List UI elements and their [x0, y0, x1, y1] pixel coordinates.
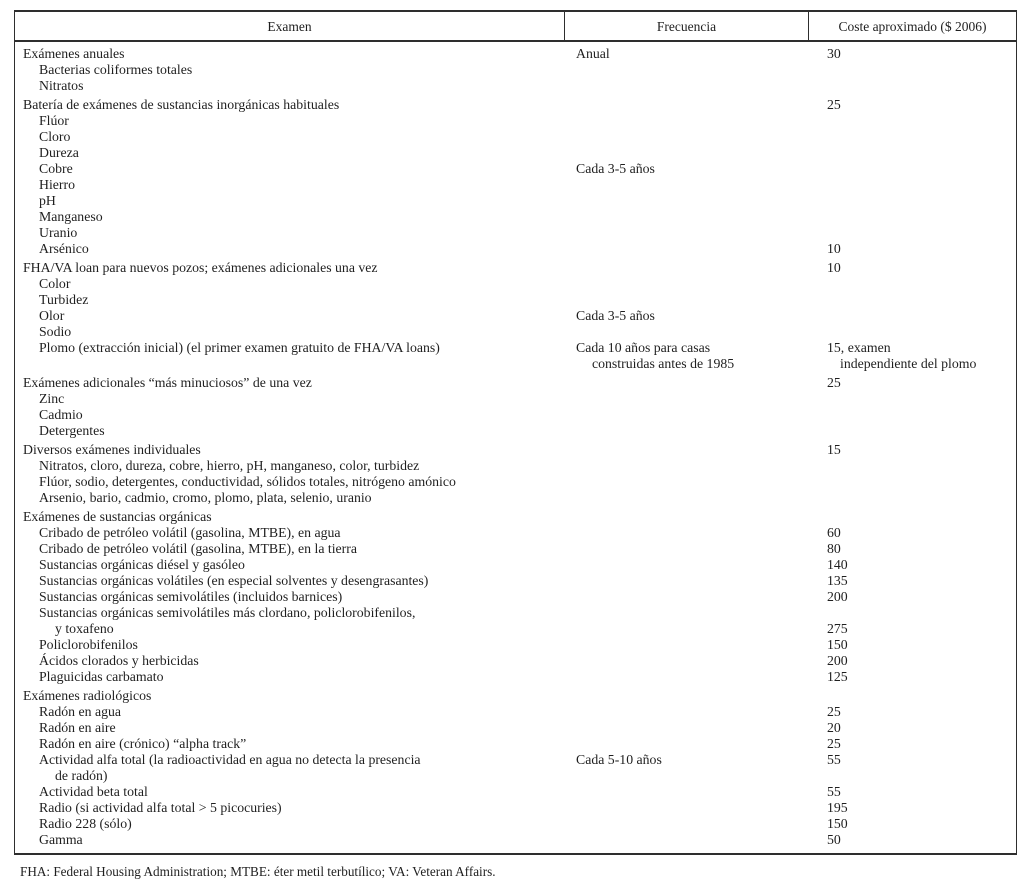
frecuencia-cell — [564, 669, 808, 685]
coste-cell: 150 — [827, 637, 848, 652]
examen-cell: Sodio — [39, 324, 72, 339]
frecuencia-cell — [564, 509, 808, 525]
examen-cell: Nitratos, cloro, dureza, cobre, hierro, pH, manganeso, color, turbidez — [39, 458, 420, 473]
table-row — [15, 605, 1016, 621]
table-row — [15, 375, 1016, 391]
coste-cell — [808, 308, 1016, 324]
coste-cell — [808, 688, 1016, 704]
frecuencia-cell: Cada 5-10 años — [576, 752, 662, 767]
frecuencia-cell — [564, 784, 808, 800]
coste-cell: 55 — [827, 752, 841, 767]
frecuencia-cell — [564, 145, 808, 161]
frecuencia-cell — [564, 442, 808, 458]
examen-cell: de radón) — [55, 768, 108, 783]
frecuencia-cell — [564, 720, 808, 736]
table-row — [15, 669, 1016, 685]
table-row — [15, 78, 1016, 94]
table-row — [15, 113, 1016, 129]
coste-cell — [808, 193, 1016, 209]
examen-cell: Sustancias orgánicas semivolátiles (incluidos barnices) — [39, 589, 343, 604]
frecuencia-cell: construidas antes de 1985 — [592, 356, 735, 371]
table-row — [15, 589, 1016, 605]
table-row — [15, 292, 1016, 308]
table-row — [15, 525, 1016, 541]
frecuencia-cell — [564, 78, 808, 94]
table-row — [15, 177, 1016, 193]
coste-cell — [808, 391, 1016, 407]
frecuencia-cell — [564, 688, 808, 704]
examen-cell: Manganeso — [39, 209, 103, 224]
examen-cell: Turbidez — [39, 292, 89, 307]
examen-cell: Batería de exámenes de sustancias inorgánicas habituales — [23, 97, 340, 112]
frecuencia-cell — [564, 736, 808, 752]
frecuencia-cell — [564, 62, 808, 78]
table-row — [15, 800, 1016, 816]
frecuencia-cell — [564, 177, 808, 193]
table-row — [15, 637, 1016, 653]
coste-cell — [808, 605, 1016, 621]
table-row — [15, 46, 1016, 62]
table-row — [15, 193, 1016, 209]
coste-cell: 10 — [827, 260, 841, 275]
frecuencia-cell — [564, 589, 808, 605]
examen-cell: FHA/VA loan para nuevos pozos; exámenes adicionales una vez — [23, 260, 378, 275]
frecuencia-cell — [564, 324, 808, 340]
coste-cell — [808, 292, 1016, 308]
table-row — [15, 752, 1016, 768]
column-header-frecuencia: Frecuencia — [564, 12, 808, 40]
examen-cell: Color — [39, 276, 71, 291]
coste-cell — [808, 78, 1016, 94]
examen-cell: Zinc — [39, 391, 65, 406]
coste-cell: 25 — [827, 736, 841, 751]
coste-cell — [808, 474, 1016, 490]
frecuencia-cell: Cada 10 años para casas — [576, 340, 711, 355]
table-row — [15, 129, 1016, 145]
table-row — [15, 704, 1016, 720]
frecuencia-cell — [564, 653, 808, 669]
table-row — [15, 308, 1016, 324]
examen-cell: Sustancias orgánicas volátiles (en especial solventes y desengrasantes) — [39, 573, 429, 588]
table-row — [15, 832, 1016, 848]
table-row — [15, 241, 1016, 257]
examen-cell: Plomo (extracción inicial) (el primer examen gratuito de FHA/VA loans) — [39, 340, 440, 355]
table-row — [15, 816, 1016, 832]
examen-cell: Radón en agua — [39, 704, 121, 719]
examen-cell: Sustancias orgánicas semivolátiles más clordano, policlorobifenilos, — [39, 605, 416, 620]
examen-cell: Dureza — [39, 145, 79, 160]
coste-cell — [808, 225, 1016, 241]
table-footnote: FHA: Federal Housing Administration; MTBE: éter metil terbutílico; VA: Veteran Affairs. — [20, 864, 496, 879]
coste-cell — [808, 423, 1016, 439]
table-body — [15, 42, 1016, 853]
examen-cell: Radio 228 (sólo) — [39, 816, 132, 831]
table-row — [15, 356, 1016, 372]
coste-cell — [808, 62, 1016, 78]
table-row — [15, 340, 1016, 356]
frecuencia-cell — [564, 541, 808, 557]
examen-cell: Flúor, sodio, detergentes, conductividad, sólidos totales, nitrógeno amónico — [39, 474, 456, 489]
table-row — [15, 768, 1016, 784]
examen-cell: Cribado de petróleo volátil (gasolina, MTBE), en agua — [39, 525, 341, 540]
coste-cell — [808, 407, 1016, 423]
coste-cell: 15 — [827, 442, 841, 457]
table-row — [15, 161, 1016, 177]
table-row — [15, 541, 1016, 557]
examen-cell: Exámenes anuales — [23, 46, 125, 61]
coste-cell — [808, 324, 1016, 340]
frecuencia-cell — [564, 391, 808, 407]
examen-cell: Diversos exámenes individuales — [23, 442, 201, 457]
frecuencia-cell — [564, 704, 808, 720]
frecuencia-cell — [564, 276, 808, 292]
frecuencia-cell — [564, 474, 808, 490]
coste-cell — [808, 145, 1016, 161]
table-row — [15, 407, 1016, 423]
examen-cell: Plaguicidas carbamato — [39, 669, 164, 684]
frecuencia-cell — [564, 573, 808, 589]
frecuencia-cell — [564, 800, 808, 816]
examen-cell: Sustancias orgánicas diésel y gasóleo — [39, 557, 245, 572]
examen-cell: Cadmio — [39, 407, 83, 422]
coste-cell — [808, 490, 1016, 506]
examen-cell: y toxafeno — [55, 621, 114, 636]
frecuencia-cell — [564, 621, 808, 637]
frecuencia-cell — [564, 225, 808, 241]
table-row — [15, 97, 1016, 113]
coste-cell — [808, 209, 1016, 225]
table-row — [15, 260, 1016, 276]
examen-cell: Detergentes — [39, 423, 105, 438]
table-row — [15, 653, 1016, 669]
frecuencia-cell — [564, 637, 808, 653]
frecuencia-cell — [564, 490, 808, 506]
coste-cell: 200 — [827, 589, 848, 604]
examen-cell — [15, 356, 564, 372]
frecuencia-cell: Cada 3-5 años — [576, 308, 655, 323]
coste-cell: 275 — [827, 621, 848, 636]
coste-cell — [808, 177, 1016, 193]
coste-cell: 25 — [827, 97, 841, 112]
coste-cell: 150 — [827, 816, 848, 831]
column-header-coste: Coste aproximado ($ 2006) — [808, 12, 1016, 40]
table-row — [15, 557, 1016, 573]
frecuencia-cell — [564, 423, 808, 439]
coste-cell: 200 — [827, 653, 848, 668]
frecuencia-cell — [564, 113, 808, 129]
frecuencia-cell — [564, 260, 808, 276]
coste-cell: 30 — [827, 46, 841, 61]
coste-cell — [808, 458, 1016, 474]
coste-cell: 125 — [827, 669, 848, 684]
frecuencia-cell — [564, 525, 808, 541]
coste-cell: 15, examen — [827, 340, 891, 355]
examen-cell: Uranio — [39, 225, 78, 240]
examen-cell: Olor — [39, 308, 65, 323]
table-row — [15, 490, 1016, 506]
examen-cell: Exámenes de sustancias orgánicas — [23, 509, 212, 524]
table-row — [15, 736, 1016, 752]
column-header-examen: Examen — [267, 19, 312, 34]
examen-cell: Ácidos clorados y herbicidas — [39, 653, 199, 668]
coste-cell: 25 — [827, 704, 841, 719]
table-row — [15, 423, 1016, 439]
coste-cell: 20 — [827, 720, 841, 735]
coste-cell — [808, 161, 1016, 177]
table-row — [15, 720, 1016, 736]
frecuencia-cell — [564, 375, 808, 391]
examen-cell: Cloro — [39, 129, 71, 144]
examen-cell: Flúor — [39, 113, 69, 128]
table-row — [15, 62, 1016, 78]
examen-cell: Radón en aire (crónico) “alpha track” — [39, 736, 247, 751]
coste-cell — [808, 509, 1016, 525]
coste-cell — [808, 276, 1016, 292]
coste-cell — [808, 768, 1016, 784]
frecuencia-cell — [564, 193, 808, 209]
examen-cell: Radón en aire — [39, 720, 116, 735]
frecuencia-cell: Cada 3-5 años — [576, 161, 655, 176]
examen-cell: Hierro — [39, 177, 76, 192]
table-row — [15, 784, 1016, 800]
examen-cell: Radio (si actividad alfa total > 5 picocuries) — [39, 800, 282, 815]
frecuencia-cell — [564, 97, 808, 113]
examen-cell: Cribado de petróleo volátil (gasolina, MTBE), en la tierra — [39, 541, 357, 556]
frecuencia-cell — [564, 768, 808, 784]
coste-cell — [808, 129, 1016, 145]
examen-cell: Actividad alfa total (la radioactividad en agua no detecta la presencia — [39, 752, 421, 767]
examen-cell: Nitratos — [39, 78, 84, 93]
examen-cell: Exámenes adicionales “más minuciosos” de una vez — [23, 375, 312, 390]
examen-cell: pH — [39, 193, 56, 208]
table-header-row — [15, 12, 1016, 42]
frecuencia-cell — [564, 129, 808, 145]
examen-cell: Exámenes radiológicos — [23, 688, 152, 703]
examen-cell: Arsénico — [39, 241, 89, 256]
table-row — [15, 474, 1016, 490]
examen-cell: Cobre — [39, 161, 73, 176]
coste-cell: 10 — [827, 241, 841, 256]
coste-cell: 135 — [827, 573, 848, 588]
table-row — [15, 621, 1016, 637]
frecuencia-cell — [564, 292, 808, 308]
examen-cell: Bacterias coliformes totales — [39, 62, 193, 77]
coste-cell: 60 — [827, 525, 841, 540]
table-row — [15, 391, 1016, 407]
table-row — [15, 458, 1016, 474]
coste-cell: 140 — [827, 557, 848, 572]
coste-cell: independiente del plomo — [840, 356, 977, 371]
coste-cell: 55 — [827, 784, 841, 799]
table-row — [15, 688, 1016, 704]
table-row — [15, 442, 1016, 458]
examen-cell: Gamma — [39, 832, 83, 847]
frecuencia-cell — [564, 816, 808, 832]
examen-cell: Policlorobifenilos — [39, 637, 138, 652]
table-row — [15, 573, 1016, 589]
examen-cell: Actividad beta total — [39, 784, 148, 799]
coste-cell: 195 — [827, 800, 848, 815]
table-row — [15, 225, 1016, 241]
frecuencia-cell — [564, 407, 808, 423]
table-row — [15, 145, 1016, 161]
frecuencia-cell — [564, 557, 808, 573]
coste-cell: 25 — [827, 375, 841, 390]
frecuencia-cell — [564, 605, 808, 621]
frecuencia-cell — [564, 832, 808, 848]
table-row — [15, 209, 1016, 225]
frecuencia-cell — [564, 209, 808, 225]
table-row — [15, 276, 1016, 292]
frecuencia-cell — [564, 241, 808, 257]
frecuencia-cell: Anual — [576, 46, 610, 61]
coste-cell: 80 — [827, 541, 841, 556]
examen-cell: Arsenio, bario, cadmio, cromo, plomo, plata, selenio, uranio — [39, 490, 372, 505]
table-row — [15, 509, 1016, 525]
coste-cell: 50 — [827, 832, 841, 847]
water-test-cost-table — [14, 10, 1017, 855]
coste-cell — [808, 113, 1016, 129]
frecuencia-cell — [564, 458, 808, 474]
table-row — [15, 324, 1016, 340]
